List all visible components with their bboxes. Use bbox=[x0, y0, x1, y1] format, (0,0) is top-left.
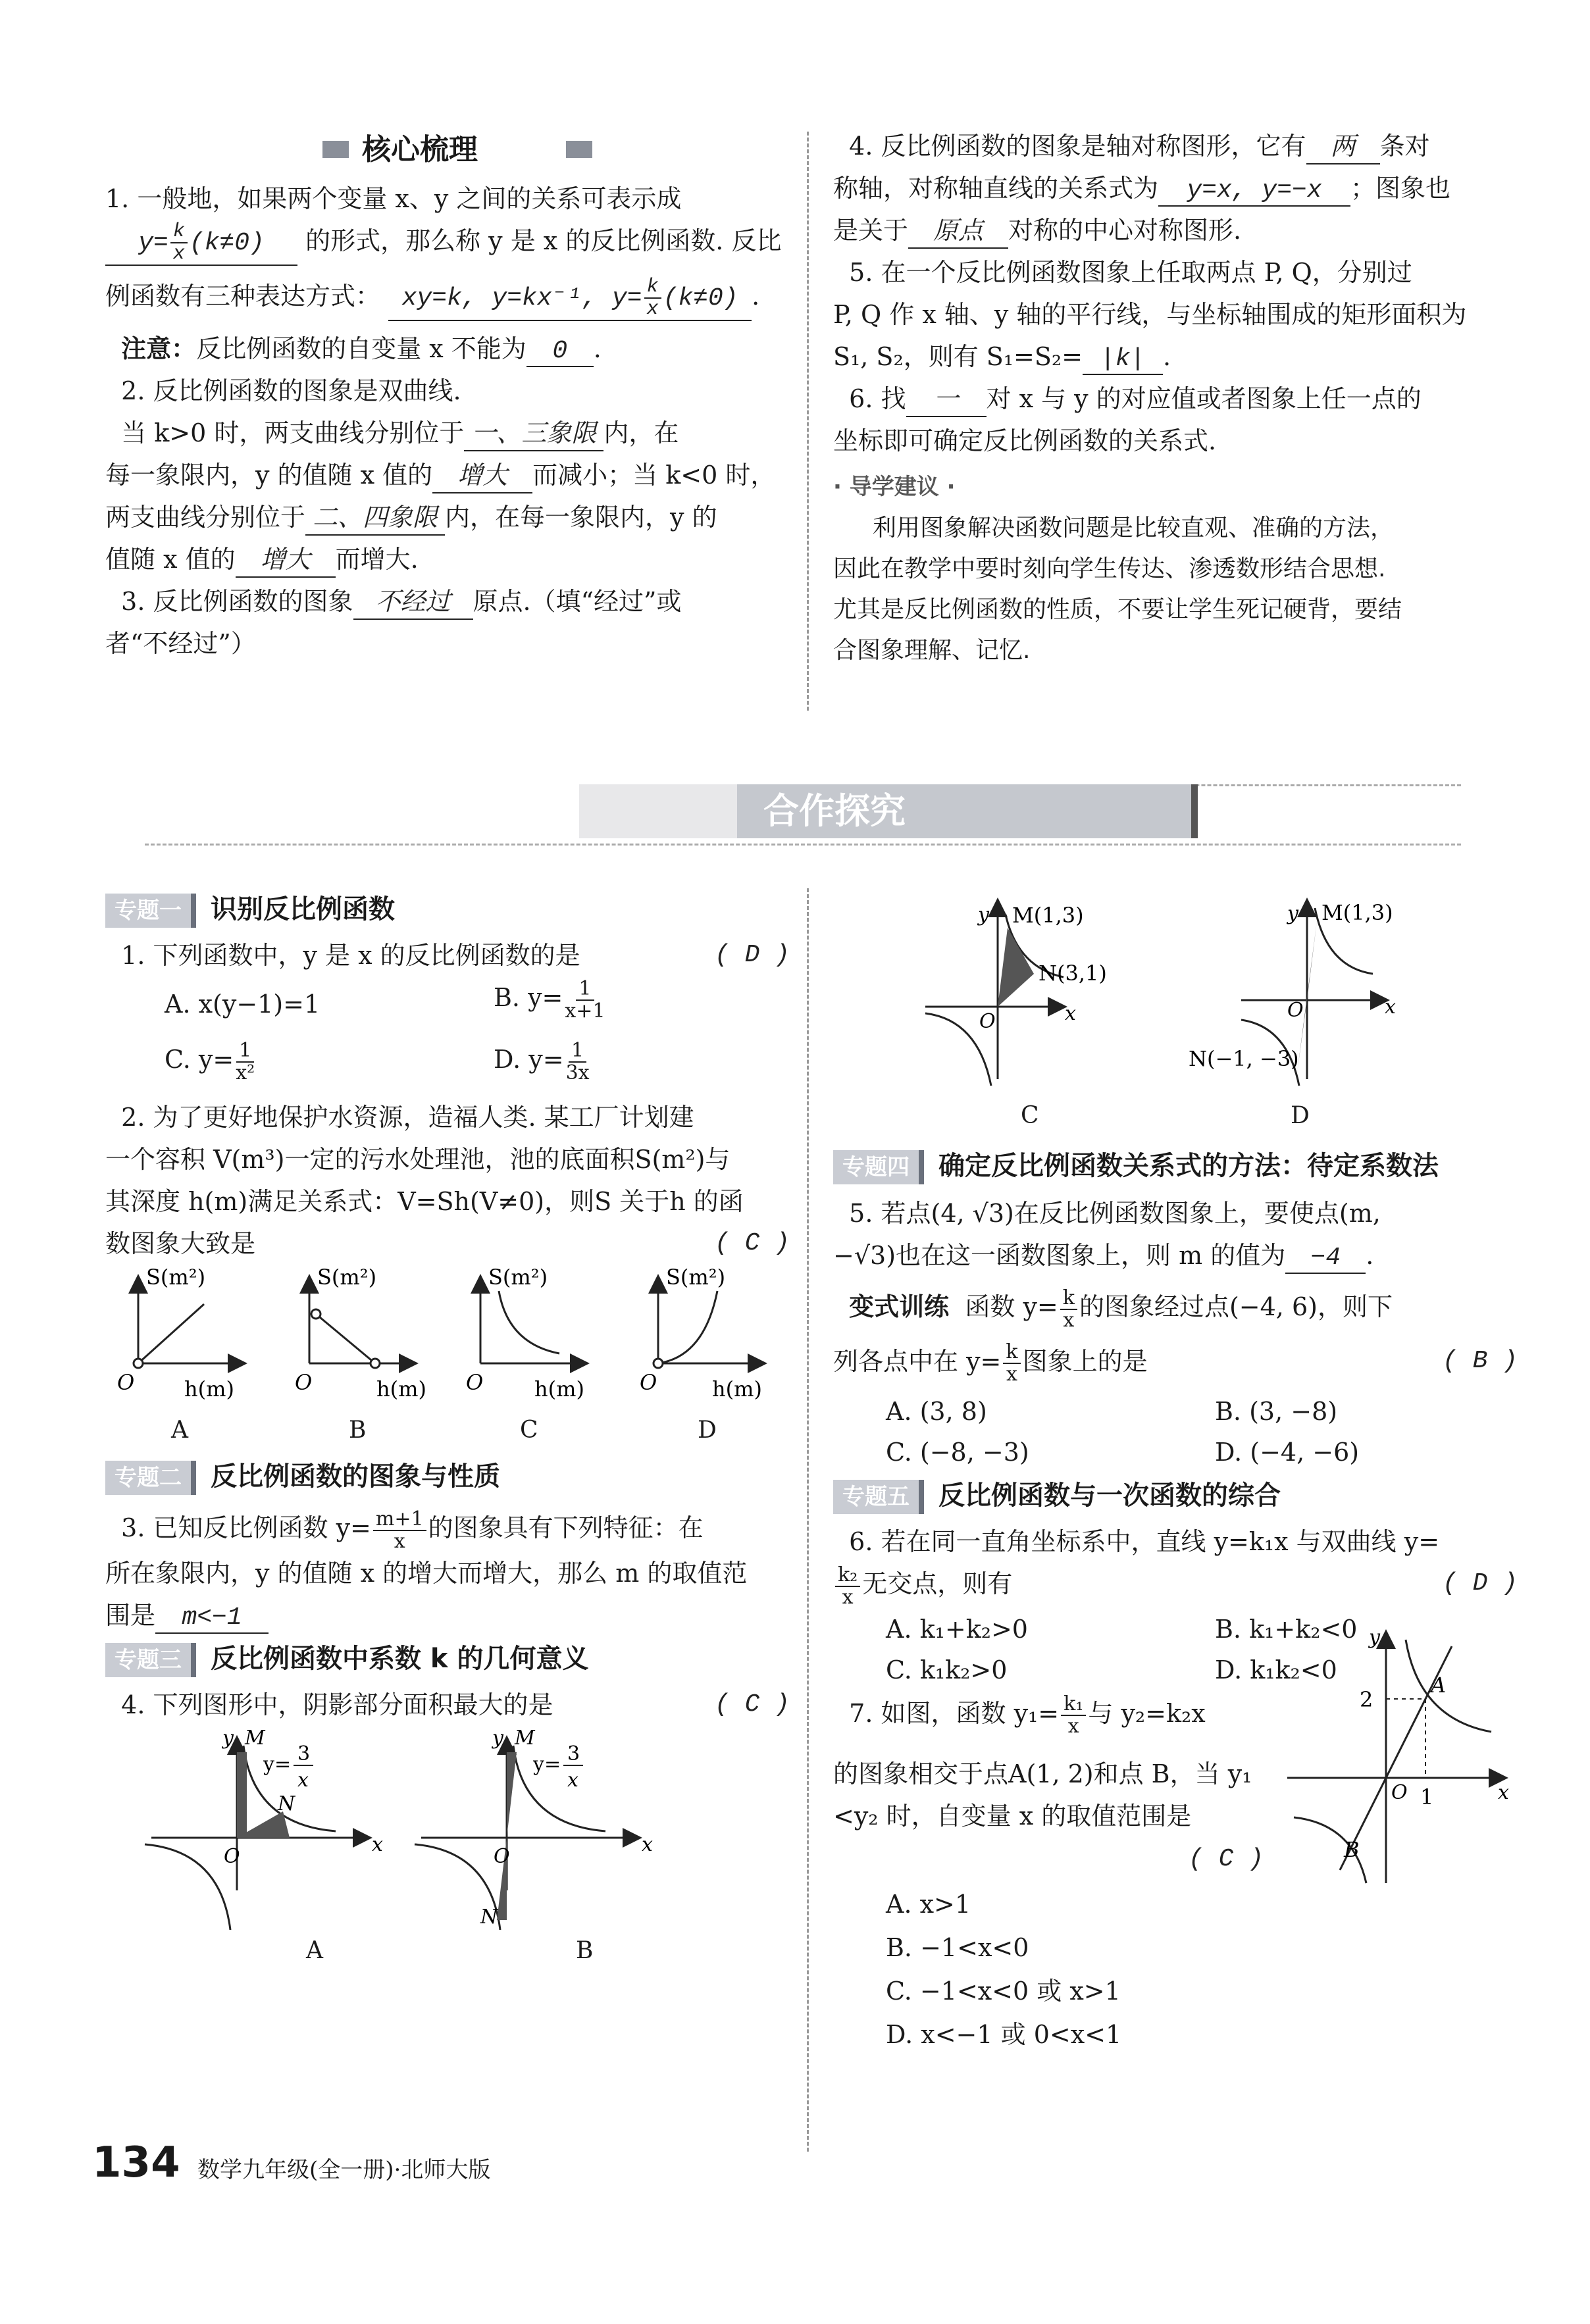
topic-4-title: 确定反比例函数关系式的方法：待定系数法 bbox=[938, 1151, 1439, 1181]
item2-line-b: 每一象限内，y 的值随 x 值的 增大 而减小；当 k<0 时， bbox=[105, 454, 781, 496]
q4-c-m: M(1,3) bbox=[1012, 903, 1084, 928]
q7-answer: ( C ) bbox=[1189, 1844, 1264, 1873]
q2-a-xlabel: h(m) bbox=[184, 1377, 234, 1402]
guide-title: · 导学建议 · bbox=[833, 474, 956, 500]
q1-options-cd bbox=[105, 1033, 790, 1096]
q3-line-a: 3. 已知反比例函数 y= $\frac{m+1}{x}$ 的图象具有下列特征：在 bbox=[121, 1507, 704, 1553]
q2-b-origin: O bbox=[295, 1370, 313, 1395]
q4-d-x: x bbox=[1385, 996, 1396, 1019]
bottom-column-divider bbox=[807, 888, 809, 2152]
item4-line-a: 4. 反比例函数的图象是轴对称图形，它有 两 条对 bbox=[833, 125, 1518, 167]
answer-quadrants-24: 二、四象限 bbox=[305, 505, 445, 536]
q2-c-ylabel: S(m²) bbox=[488, 1265, 548, 1290]
core-review-heading: 核心梳理 bbox=[362, 133, 478, 166]
item5-line-c: S₁, S₂，则有 S₁=S₂= |k| . bbox=[833, 336, 1518, 378]
book-title: 数学九年级(全一册)·北师大版 bbox=[197, 2157, 491, 2183]
topic-2-title: 反比例函数的图象与性质 bbox=[211, 1461, 500, 1492]
q4-b-y: y bbox=[492, 1726, 503, 1750]
q4-d-o: O bbox=[1287, 999, 1304, 1022]
q6-option-b: B. k₁+k₂<0 bbox=[1215, 1614, 1358, 1644]
q4-graph-b bbox=[415, 1727, 653, 1930]
q2-graphs bbox=[105, 1265, 790, 1416]
core-review-right bbox=[833, 125, 1518, 671]
q4-d-y: y bbox=[1287, 902, 1298, 925]
lower-right-column bbox=[833, 888, 1518, 2087]
q1-stem: 1. 下列函数中，y 是 x 的反比例函数的是 ( D ) bbox=[105, 934, 790, 976]
q6-option-c: C. k₁k₂>0 bbox=[886, 1655, 1008, 1684]
q2-line-a: 2. 为了更好地保护水资源，造福人类. 某工厂计划建 bbox=[121, 1103, 694, 1132]
q5-answer: −4 bbox=[1285, 1244, 1366, 1274]
item1-line3: 例函数有三种表达方式： xy=k, y=kx⁻¹, y= $\frac{k}{x}$ (k≠0) . bbox=[105, 275, 760, 320]
q4-a-m: M bbox=[245, 1726, 265, 1750]
q3-line-c: 围是 m<−1 bbox=[105, 1594, 790, 1636]
q2-caption-a: A bbox=[171, 1417, 188, 1444]
q1-option-a: A. x(y−1)=1 bbox=[165, 990, 321, 1019]
q1-option-d: D. y= $\frac{1}{3x}$ bbox=[494, 1038, 590, 1084]
topic-4-tag: 专题四 bbox=[833, 1150, 924, 1184]
q4-graph-d bbox=[1189, 900, 1396, 1086]
q1-option-c: C. y= $\frac{1}{\text{x²}}$ bbox=[165, 1038, 255, 1084]
variant-line-b: 列各点中在 y= $\frac{k}{x}$ 图象上的是 ( B ) bbox=[833, 1340, 1518, 1386]
item4-line-b: 称轴，对称轴直线的关系式为 y=x, y=−x ；图象也 bbox=[833, 167, 1518, 209]
variant-option-c: C. (−8, −3) bbox=[886, 1438, 1029, 1467]
q2-c-xlabel: h(m) bbox=[534, 1377, 584, 1402]
lower-left-column bbox=[105, 888, 790, 1963]
top-column-divider bbox=[807, 132, 809, 711]
q4-graphs bbox=[105, 1726, 790, 1936]
variant-option-b: B. (3, −8) bbox=[1215, 1397, 1338, 1426]
answer-three-forms: xy=k, y=kx⁻¹, y= $\frac{k}{x}$ (k≠0) bbox=[388, 276, 752, 321]
q7-graph bbox=[1281, 1620, 1518, 1890]
q4-a-x: x bbox=[372, 1832, 383, 1856]
q7-option-c: C. −1<x<0 或 x>1 bbox=[886, 1976, 1121, 2006]
q4-c-o: O bbox=[979, 1010, 996, 1033]
topic-3 bbox=[105, 1638, 790, 1680]
item2-line-a: 当 k>0 时，两支曲线分别位于 一、三象限 内，在 bbox=[105, 412, 781, 454]
q7-point-b: B bbox=[1344, 1836, 1360, 1862]
guide-line-1: 利用图象解决函数问题是比较直观、准确的方法， bbox=[873, 515, 1395, 542]
heading-decor-left bbox=[322, 141, 349, 158]
q7-x: x bbox=[1498, 1781, 1509, 1804]
q4-c-y: y bbox=[978, 903, 989, 926]
q4-graphs-cd bbox=[833, 888, 1518, 1105]
guide-line-2: 因此在教学中要时刻向学生传达、渗透数形结合思想. bbox=[833, 555, 1386, 582]
q2-d-xlabel: h(m) bbox=[712, 1377, 762, 1402]
q2-answer: ( C ) bbox=[714, 1229, 790, 1257]
q7-option-d: D. x<−1 或 0<x<1 bbox=[886, 2019, 1122, 2049]
topic-1 bbox=[105, 888, 790, 930]
item5-line-a: 5. 在一个反比例函数图象上任取两点 P, Q，分别过 bbox=[849, 258, 1412, 287]
q4-graph-c bbox=[925, 901, 1107, 1086]
q4-c-x: x bbox=[1065, 1002, 1076, 1025]
item5-line-b: P, Q 作 x 轴、y 轴的平行线，与坐标轴围成的矩形面积为 bbox=[833, 300, 1467, 329]
heading-decor-right bbox=[566, 141, 592, 158]
item1-line2: y= $\frac{k}{x}$ (k≠0) 的形式，那么称 y 是 x 的反比例函数. 反比 bbox=[105, 220, 781, 266]
guide-line-4: 合图象理解、记忆. bbox=[833, 637, 1031, 664]
q4-caption-a: A bbox=[306, 1936, 323, 1964]
banner-title: 合作探究 bbox=[737, 784, 1198, 838]
q7-line-b: 的图象相交于点A(1, 2)和点 B，当 y₁ bbox=[833, 1759, 1252, 1788]
topic-3-tag: 专题三 bbox=[105, 1643, 196, 1677]
item6-line-b: 坐标即可确定反比例函数的关系式. bbox=[833, 426, 1217, 455]
q4-b-eq: y= bbox=[533, 1752, 561, 1776]
answer-increase-2: 增大 bbox=[236, 547, 336, 578]
q7-tick-2: 2 bbox=[1360, 1686, 1373, 1712]
core-review-heading-box bbox=[322, 133, 599, 166]
q2-d-ylabel: S(m²) bbox=[666, 1265, 726, 1290]
item2-line-d: 值随 x 值的 增大 而增大. bbox=[105, 538, 781, 580]
q2-caption-c: C bbox=[520, 1417, 538, 1444]
q2-line-d: 数图象大致是 ( C ) bbox=[105, 1223, 790, 1265]
topic-5-tag: 专题五 bbox=[833, 1480, 924, 1514]
q2-b-ylabel: S(m²) bbox=[317, 1265, 377, 1290]
answer-two: 两 bbox=[1306, 134, 1380, 164]
note-line: 注意：反比例函数的自变量 x 不能为 0 . bbox=[105, 328, 781, 370]
q4-b-n: N bbox=[480, 1905, 498, 1929]
q5-line-b: −√3)也在这一函数图象上，则 m 的值为 −4 . bbox=[833, 1234, 1518, 1276]
item3-line-b: 者“不经过”） bbox=[105, 628, 256, 658]
q2-d-origin: O bbox=[640, 1370, 657, 1395]
answer-increase-1: 增大 bbox=[432, 463, 532, 493]
q2-graph-b bbox=[295, 1265, 426, 1402]
topic-1-tag: 专题一 bbox=[105, 894, 196, 928]
q7-option-b: B. −1<x<0 bbox=[886, 1932, 1029, 1962]
q4-b-m: M bbox=[515, 1726, 535, 1750]
q2-graph-d bbox=[640, 1265, 763, 1402]
q2-line-b: 一个容积 V(m³)一定的污水处理池，池的底面积S(m²)与 bbox=[105, 1145, 731, 1174]
answer-abs-k: |k| bbox=[1083, 345, 1163, 375]
q7-origin: O bbox=[1391, 1781, 1408, 1804]
q2-line-c: 其深度 h(m)满足关系式：V=Sh(V≠0)，则S 关于h 的函 bbox=[105, 1187, 744, 1216]
q4-graph-a bbox=[145, 1727, 383, 1930]
q4-b-num: 3 bbox=[567, 1742, 580, 1765]
answer-zero: 0 bbox=[526, 337, 594, 367]
q4-a-n: N bbox=[278, 1792, 295, 1815]
q2-a-ylabel: S(m²) bbox=[146, 1265, 206, 1290]
q4-b-den: x bbox=[567, 1768, 578, 1792]
q2-caption-d: D bbox=[698, 1417, 717, 1444]
q5-line-a: 5. 若点(4, √3)在反比例函数图象上，要使点(m, bbox=[849, 1199, 1381, 1228]
answer-not-pass: 不经过 bbox=[353, 590, 473, 620]
q6-line-b: $\frac{\text{k₂}}{x}$ 无交点，则有 ( D ) bbox=[833, 1563, 1518, 1608]
item3-line: 3. 反比例函数的图象 不经过 原点.（填“经过”或 bbox=[105, 580, 781, 622]
q3-line-b: 所在象限内，y 的值随 x 的增大而增大，那么 m 的取值范 bbox=[105, 1558, 748, 1588]
guide-line-3: 尤其是反比例函数的性质，不要让学生死记硬背，要结 bbox=[833, 596, 1402, 623]
q6-line-a: 6. 若在同一直角坐标系中，直线 y=k₁x 与双曲线 y= bbox=[849, 1527, 1440, 1556]
topic-2-tag: 专题二 bbox=[105, 1461, 196, 1495]
q4-a-eq: y= bbox=[263, 1752, 292, 1776]
q4-stem: 4. 下列图形中，阴影部分面积最大的是 ( C ) bbox=[105, 1684, 790, 1726]
q6-option-a: A. k₁+k₂>0 bbox=[886, 1614, 1028, 1644]
variant-option-a: A. (3, 8) bbox=[886, 1397, 987, 1426]
cooperative-explore-banner bbox=[145, 778, 1461, 857]
variant-options bbox=[833, 1390, 1518, 1475]
q4-b-x: x bbox=[642, 1832, 653, 1856]
q1-option-b: B. y= $\frac{1}{x+1}$ bbox=[494, 976, 605, 1023]
q4-caption-b: B bbox=[576, 1936, 594, 1964]
q2-captions bbox=[105, 1416, 790, 1455]
variant-line-a: 变式训练 函数 y= $\frac{k}{x}$ 的图象经过点(−4, 6)，则下 bbox=[849, 1286, 1393, 1332]
item4-line-c: 是关于 原点 对称的中心对称图形. bbox=[833, 209, 1518, 251]
q6-answer: ( D ) bbox=[1442, 1569, 1518, 1598]
answer-origin: 原点 bbox=[908, 218, 1008, 249]
topic-1-title: 识别反比例函数 bbox=[211, 894, 395, 924]
variant-answer: ( B ) bbox=[1442, 1346, 1518, 1375]
item1-line1: 1. 一般地，如果两个变量 x、y 之间的关系可表示成 bbox=[105, 184, 682, 213]
q4-a-o: O bbox=[224, 1844, 240, 1868]
item2-line-c: 两支曲线分别位于 二、四象限 内，在每一象限内，y 的 bbox=[105, 496, 781, 538]
q1-options-ab bbox=[105, 976, 790, 1033]
topic-2 bbox=[105, 1455, 790, 1498]
banner-line-bottom bbox=[145, 844, 1461, 846]
answer-def-form: y= $\frac{k}{x}$ (k≠0) bbox=[105, 221, 297, 266]
q4-c-n: N(3,1) bbox=[1039, 961, 1107, 986]
q7-option-a: A. x>1 bbox=[886, 1889, 971, 1919]
item2-line: 2. 反比例函数的图象是双曲线. bbox=[121, 376, 461, 405]
q4-a-num: 3 bbox=[297, 1742, 311, 1765]
q2-graph-c bbox=[466, 1265, 586, 1402]
topic-3-title: 反比例函数中系数 k 的几何意义 bbox=[211, 1643, 589, 1674]
answer-quadrants-13: 一、三象限 bbox=[464, 421, 603, 451]
q2-a-origin: O bbox=[117, 1370, 135, 1395]
q4-answer: ( C ) bbox=[714, 1690, 790, 1719]
q4-captions bbox=[105, 1936, 790, 1963]
q4-caption-c: C bbox=[1021, 1102, 1039, 1129]
q4-a-y: y bbox=[222, 1726, 234, 1750]
q2-caption-b: B bbox=[349, 1417, 367, 1444]
q7-point-a: A bbox=[1431, 1672, 1447, 1698]
variant-option-d: D. (−4, −6) bbox=[1215, 1438, 1360, 1467]
q2-b-xlabel: h(m) bbox=[376, 1377, 426, 1402]
topic-5 bbox=[833, 1475, 1518, 1517]
q4-d-n: N(−1, −3) bbox=[1189, 1046, 1299, 1071]
q2-c-origin: O bbox=[466, 1370, 484, 1395]
q4-a-den: x bbox=[297, 1768, 309, 1792]
q7-line-a: 7. 如图，函数 y₁= $\frac{\text{k₁}}{x}$ 与 y₂=k₂x bbox=[849, 1692, 1206, 1738]
answer-symmetry-axes: y=x, y=−x bbox=[1158, 176, 1350, 207]
q4-caption-d: D bbox=[1291, 1102, 1310, 1129]
guide-text bbox=[833, 508, 1518, 671]
q2-graph-a bbox=[117, 1265, 244, 1402]
topic-4 bbox=[833, 1145, 1518, 1187]
item6-line-a: 6. 找 一 对 x 与 y 的对应值或者图象上任一点的 bbox=[833, 378, 1518, 420]
topic-5-title: 反比例函数与一次函数的综合 bbox=[938, 1480, 1281, 1511]
q4-captions-cd bbox=[833, 1102, 1518, 1145]
q1-answer: ( D ) bbox=[714, 941, 790, 969]
q4-b-o: O bbox=[494, 1844, 510, 1868]
q7-line-c: <y₂ 时，自变量 x 的取值范围是 bbox=[833, 1801, 1192, 1831]
q3-answer: m<−1 bbox=[155, 1604, 269, 1634]
answer-one: 一 bbox=[906, 387, 987, 417]
page-number: 134 bbox=[92, 2138, 180, 2187]
q4-d-m: M(1,3) bbox=[1321, 900, 1393, 925]
q6-option-d: D. k₁k₂<0 bbox=[1215, 1655, 1337, 1684]
q7-tick-1: 1 bbox=[1420, 1784, 1434, 1809]
q7-y: y bbox=[1369, 1625, 1380, 1649]
